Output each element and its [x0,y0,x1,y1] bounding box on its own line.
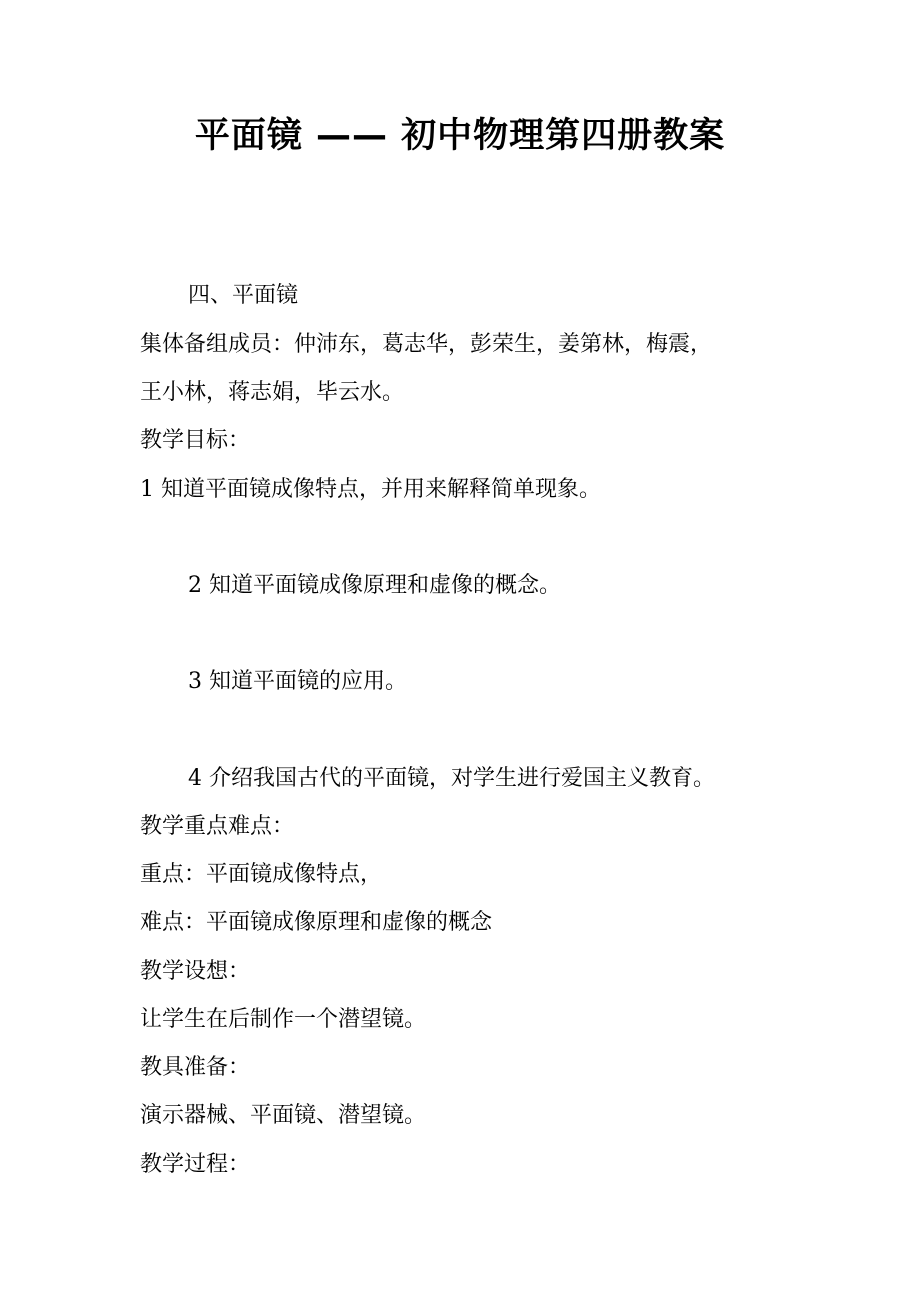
paragraph-line: 王小林，蒋志娟，毕云水。 [140,380,405,405]
paragraph-line: 演示器械、平面镜、潜望镜。 [140,1103,427,1128]
document-title: 平面镜 —— 初中物理第四册教案 [194,116,726,156]
paragraph-line: 重点：平面镜成像特点， [140,862,383,887]
paragraph-line: 集体备组成员：仲沛东，葛志华，彭荣生，姜第林，梅震， [140,332,713,357]
section-heading: 四、平面镜 [188,283,299,308]
paragraph-line: 难点：平面镜成像原理和虚像的概念 [140,910,493,935]
paragraph-line: 2 知道平面镜成像原理和虚像的概念。 [188,573,561,598]
paragraph-line: 教学过程： [140,1152,251,1177]
paragraph-line: 1 知道平面镜成像特点，并用来解释简单现象。 [140,477,601,502]
paragraph-line: 让学生在后制作一个潜望镜。 [140,1007,427,1032]
paragraph-line: 3 知道平面镜的应用。 [188,669,407,694]
paragraph-line: 4 介绍我国古代的平面镜，对学生进行爱国主义教育。 [188,766,715,791]
paragraph-line: 教学重点难点： [140,814,295,839]
paragraph-line: 教学目标： [140,428,251,453]
paragraph-line: 教具准备： [140,1055,251,1080]
paragraph-line: 教学设想： [140,959,251,984]
